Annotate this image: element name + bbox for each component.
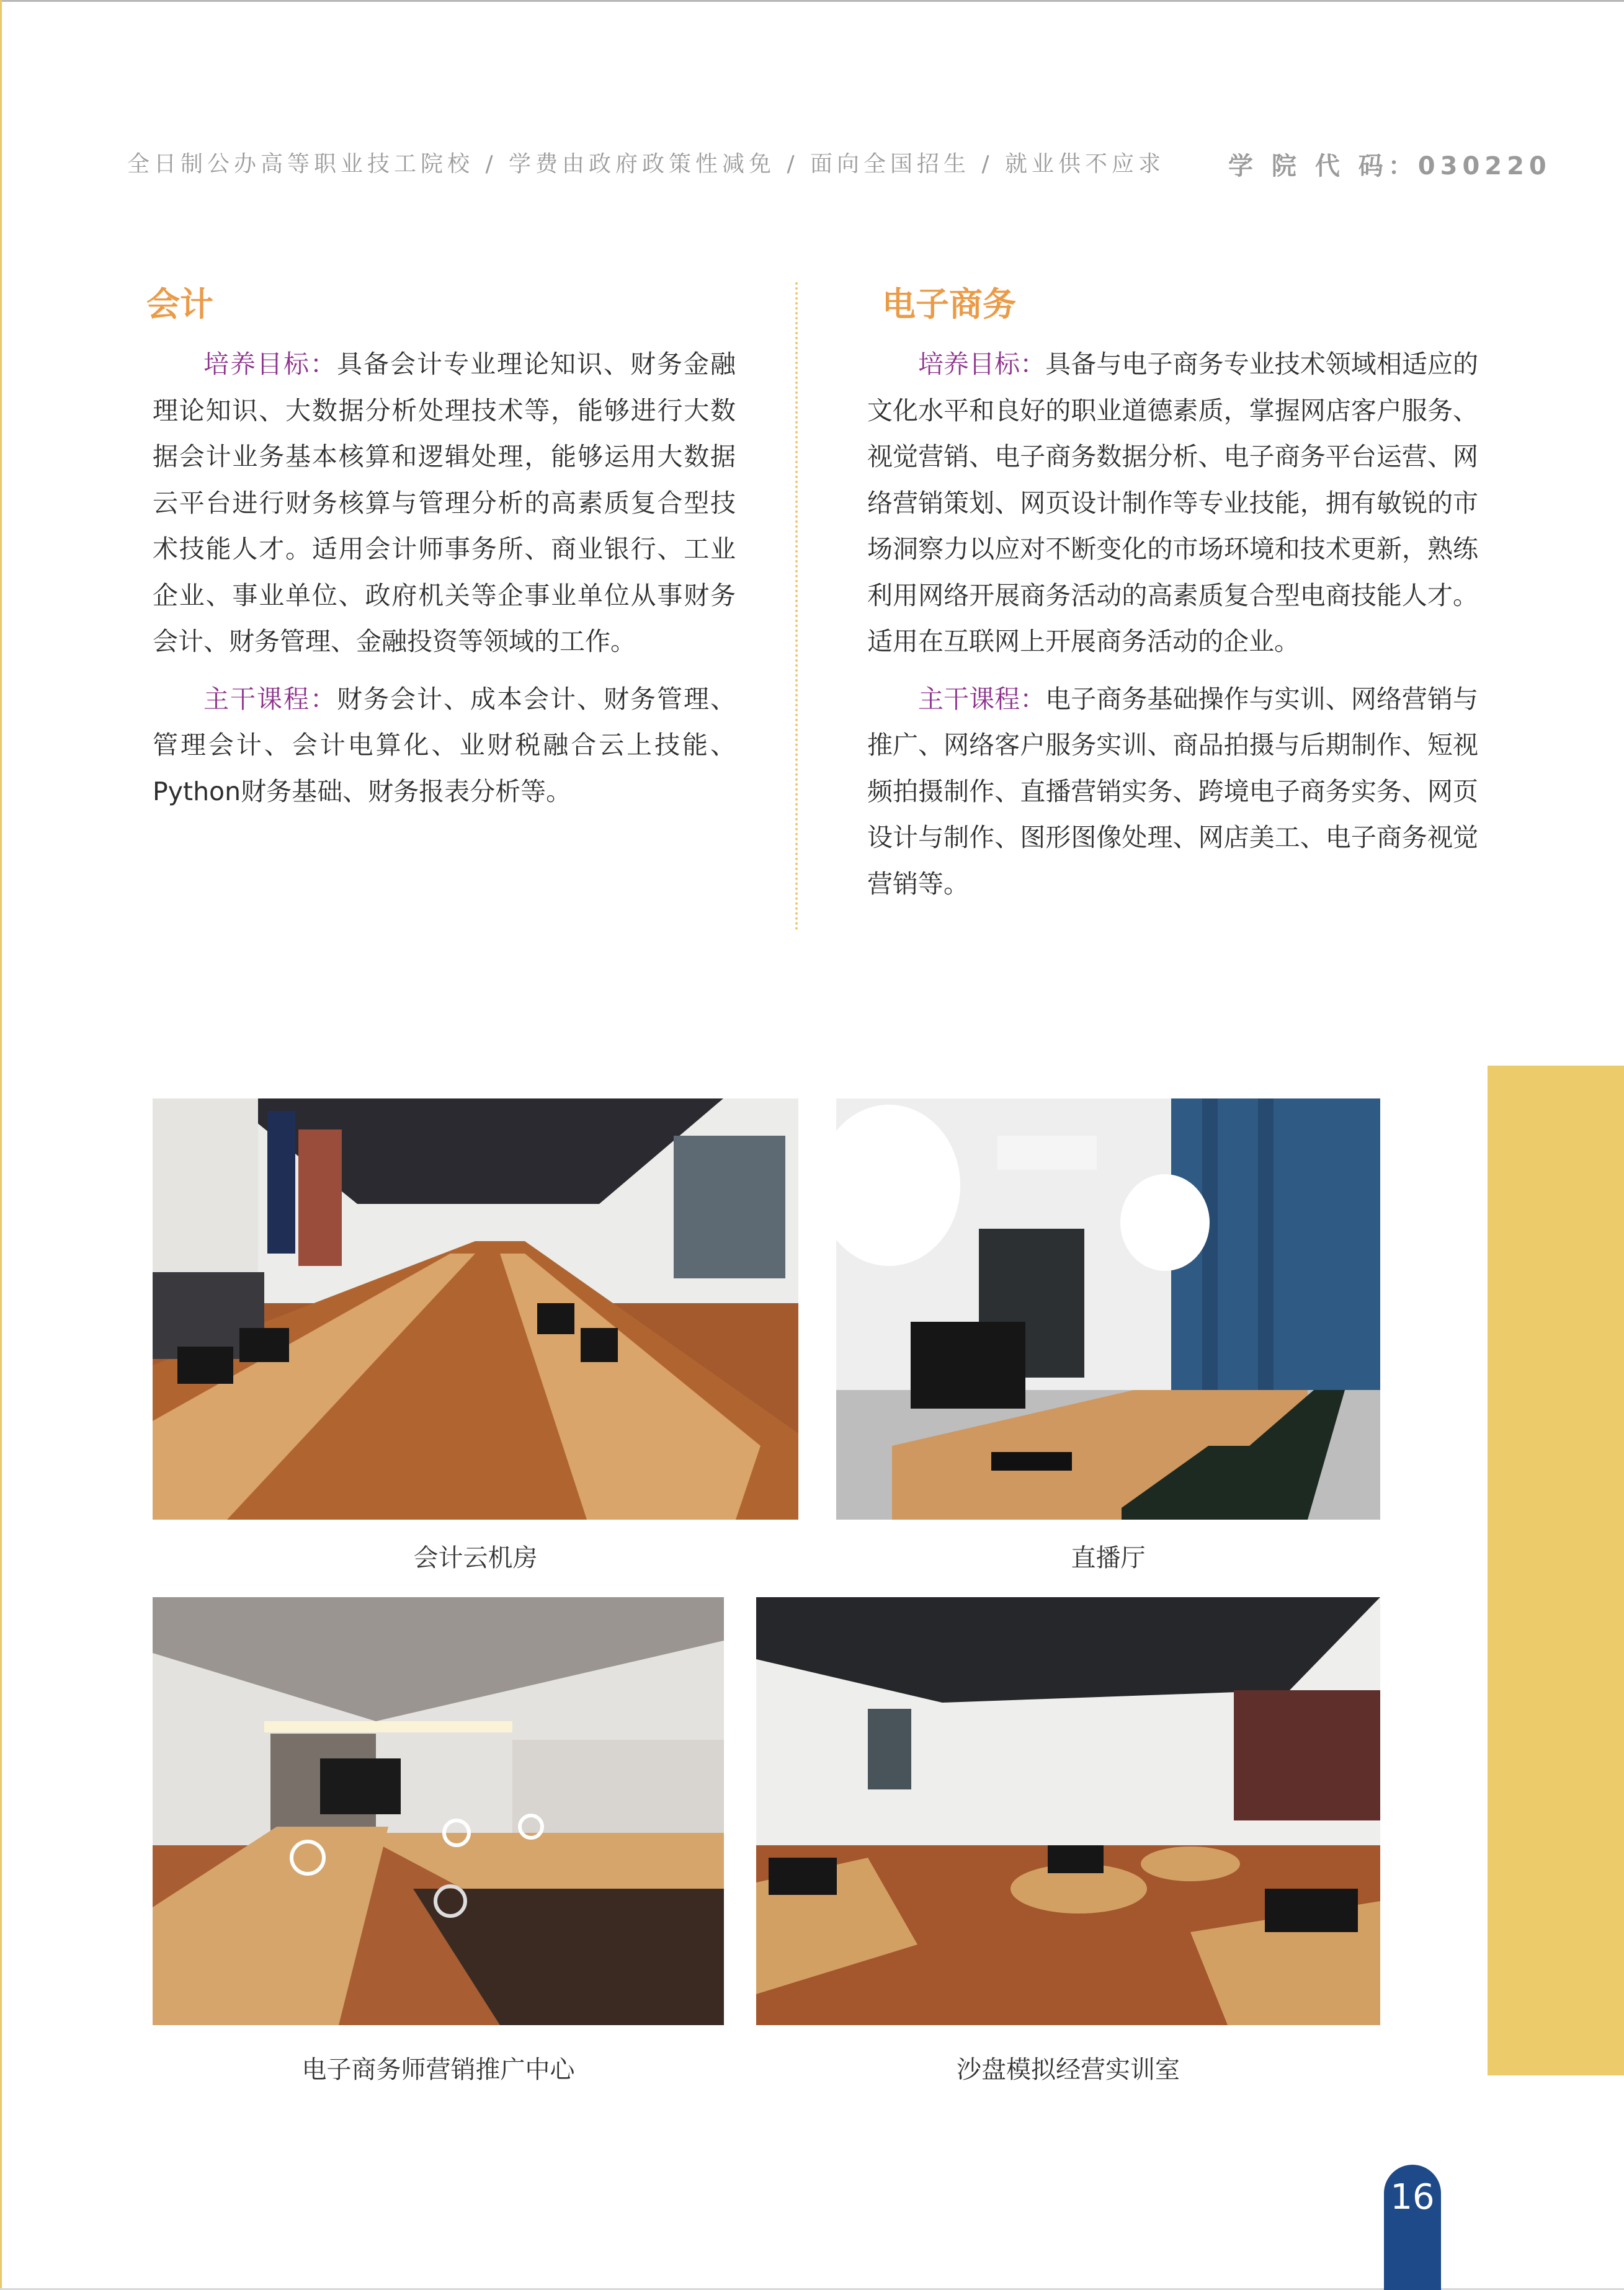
photo-accounting-cloud-lab	[153, 1098, 798, 1520]
goal-text: 具备会计专业理论知识、财务金融理论知识、大数据分析处理技术等，能够进行大数据会计业务基本核算和逻辑处理，能够运用大数据云平台进行财务核算与管理分析的高素质复合型技术技能人才。适用会计师事务所、商业银行、工业企业、事业单位、政府机关等企事业单位从事财务会计、财务管理、金融投资等领域的工作。	[153, 349, 736, 656]
photo-caption: 电子商务师营销推广中心	[301, 2056, 575, 2084]
photo-ecommerce-marketing-center	[153, 1597, 724, 2025]
photo-sandtable-training-room	[756, 1597, 1380, 2025]
photo-caption: 直播厅	[1071, 1544, 1146, 1572]
goal-text: 具备与电子商务专业技术领域相适应的文化水平和良好的职业道德素质，掌握网店客户服务、视觉营销、电子商务数据分析、电子商务平台运营、网络营销策划、网页设计制作等专业技能，拥有敏锐的市场洞察力以应对不断变化的市场环境和技术更新，熟练利用网络开展商务活动的高素质复合型电商技能人才。适用在互联网上开展商务活动的企业。	[867, 349, 1479, 656]
header-slogan: 全日制公办高等职业技工院校 / 学费由政府政策性减免 / 面向全国招生 / 就业供不应求	[127, 151, 1166, 177]
page-border-left	[0, 0, 2, 2290]
section-title-ecommerce: 电子商务	[882, 285, 1016, 324]
course-text: 财务会计、成本会计、财务管理、管理会计、会计电算化、业财税融合云上技能、Python财务基础、财务报表分析等。	[153, 684, 736, 806]
goal-label: 培养目标：	[203, 349, 337, 379]
goal-label: 培养目标：	[918, 349, 1046, 379]
page-number: 16	[1390, 2177, 1435, 2217]
course-text: 电子商务基础操作与实训、网络营销与推广、网络客户服务实训、商品拍摄与后期制作、短视频拍摄制作、直播营销实务、跨境电子商务实务、网页设计与制作、图形图像处理、网店美工、电子商务视觉营销等。	[867, 684, 1479, 899]
school-code: 学 院 代 码：030220	[1228, 152, 1551, 180]
photo-livestream-hall	[836, 1098, 1380, 1520]
photo-caption: 沙盘模拟经营实训室	[957, 2056, 1180, 2084]
course-paragraph	[867, 676, 1478, 907]
goal-paragraph	[867, 341, 1478, 665]
course-label: 主干课程：	[918, 684, 1046, 714]
page-border-top	[0, 0, 1624, 2]
course-paragraph	[153, 676, 736, 815]
section-title-accounting: 会计	[146, 285, 213, 324]
photo-caption: 会计云机房	[413, 1544, 538, 1572]
course-label: 主干课程：	[203, 684, 337, 714]
section-body-accounting	[153, 341, 736, 826]
goal-paragraph	[153, 341, 736, 665]
side-decoration-block	[1488, 1066, 1624, 2075]
column-divider	[795, 282, 798, 930]
section-body-ecommerce	[867, 341, 1478, 918]
